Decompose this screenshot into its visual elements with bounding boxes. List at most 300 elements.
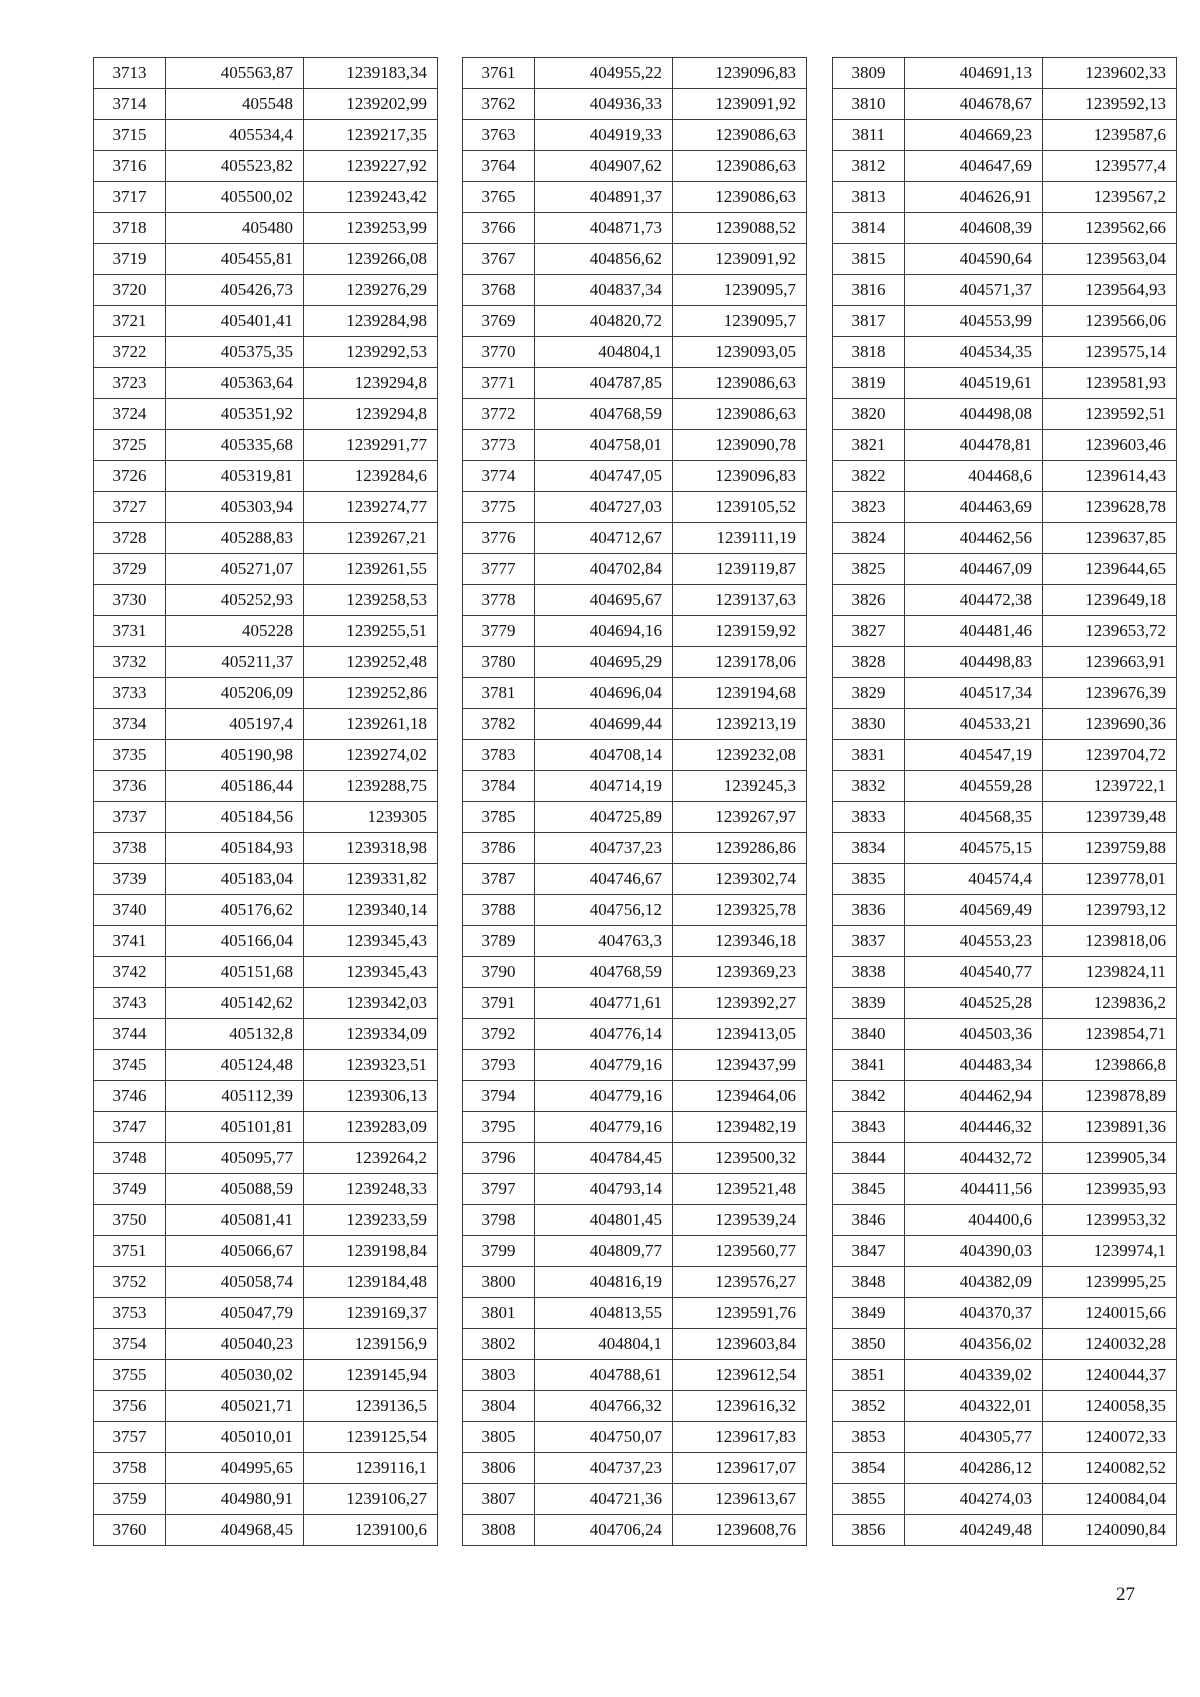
table-row xyxy=(463,492,807,523)
table-row xyxy=(833,1422,1177,1453)
table-row xyxy=(833,957,1177,988)
y-coordinate-cell: 1239878,89 xyxy=(1043,1081,1177,1112)
table-row xyxy=(833,864,1177,895)
point-number-cell: 3809 xyxy=(833,58,905,89)
point-number-cell: 3834 xyxy=(833,833,905,864)
point-number-cell: 3817 xyxy=(833,306,905,337)
x-coordinate-cell: 405183,04 xyxy=(166,864,304,895)
table-row xyxy=(94,1515,438,1546)
point-number-cell: 3744 xyxy=(94,1019,166,1050)
x-coordinate-cell: 405252,93 xyxy=(166,585,304,616)
x-coordinate-cell: 404400,6 xyxy=(905,1205,1043,1236)
point-number-cell: 3776 xyxy=(463,523,535,554)
point-number-cell: 3845 xyxy=(833,1174,905,1205)
point-number-cell: 3810 xyxy=(833,89,905,120)
y-coordinate-cell: 1239137,63 xyxy=(673,585,807,616)
table-row xyxy=(833,833,1177,864)
point-number-cell: 3738 xyxy=(94,833,166,864)
point-number-cell: 3743 xyxy=(94,988,166,1019)
point-number-cell: 3778 xyxy=(463,585,535,616)
y-coordinate-cell: 1239291,77 xyxy=(304,430,438,461)
table-row xyxy=(94,1143,438,1174)
y-coordinate-cell: 1239194,68 xyxy=(673,678,807,709)
point-number-cell: 3833 xyxy=(833,802,905,833)
x-coordinate-cell: 405351,92 xyxy=(166,399,304,430)
y-coordinate-cell: 1239617,83 xyxy=(673,1422,807,1453)
y-coordinate-cell: 1239663,91 xyxy=(1043,647,1177,678)
y-coordinate-cell: 1239306,13 xyxy=(304,1081,438,1112)
y-coordinate-cell: 1239261,18 xyxy=(304,709,438,740)
table-row xyxy=(463,771,807,802)
y-coordinate-cell: 1239592,51 xyxy=(1043,399,1177,430)
point-number-cell: 3736 xyxy=(94,771,166,802)
point-number-cell: 3844 xyxy=(833,1143,905,1174)
y-coordinate-cell: 1239587,6 xyxy=(1043,120,1177,151)
table-row xyxy=(833,895,1177,926)
x-coordinate-cell: 404481,46 xyxy=(905,616,1043,647)
x-coordinate-cell: 405101,81 xyxy=(166,1112,304,1143)
y-coordinate-cell: 1239617,07 xyxy=(673,1453,807,1484)
y-coordinate-cell: 1239283,09 xyxy=(304,1112,438,1143)
table-row xyxy=(94,306,438,337)
x-coordinate-cell: 404691,13 xyxy=(905,58,1043,89)
point-number-cell: 3792 xyxy=(463,1019,535,1050)
point-number-cell: 3790 xyxy=(463,957,535,988)
x-coordinate-cell: 405211,37 xyxy=(166,647,304,678)
x-coordinate-cell: 404503,36 xyxy=(905,1019,1043,1050)
table-row xyxy=(94,337,438,368)
point-number-cell: 3779 xyxy=(463,616,535,647)
point-number-cell: 3771 xyxy=(463,368,535,399)
point-number-cell: 3819 xyxy=(833,368,905,399)
point-number-cell: 3766 xyxy=(463,213,535,244)
y-coordinate-cell: 1239086,63 xyxy=(673,120,807,151)
x-coordinate-cell: 404788,61 xyxy=(535,1360,673,1391)
table-row xyxy=(833,244,1177,275)
table-row xyxy=(463,1515,807,1546)
table-row xyxy=(94,151,438,182)
point-number-cell: 3763 xyxy=(463,120,535,151)
table-row xyxy=(94,1081,438,1112)
y-coordinate-cell: 1239136,5 xyxy=(304,1391,438,1422)
x-coordinate-cell: 404286,12 xyxy=(905,1453,1043,1484)
coordinate-table-1 xyxy=(93,57,438,1546)
y-coordinate-cell: 1239704,72 xyxy=(1043,740,1177,771)
table-row xyxy=(463,523,807,554)
x-coordinate-cell: 404694,16 xyxy=(535,616,673,647)
x-coordinate-cell: 404706,24 xyxy=(535,1515,673,1546)
table-row xyxy=(94,1329,438,1360)
table-row xyxy=(463,89,807,120)
x-coordinate-cell: 404784,45 xyxy=(535,1143,673,1174)
table-row xyxy=(463,275,807,306)
y-coordinate-cell: 1239759,88 xyxy=(1043,833,1177,864)
table-row xyxy=(463,368,807,399)
table-row xyxy=(463,1236,807,1267)
table-row xyxy=(463,182,807,213)
point-number-cell: 3773 xyxy=(463,430,535,461)
x-coordinate-cell: 405066,67 xyxy=(166,1236,304,1267)
table-row xyxy=(94,771,438,802)
y-coordinate-cell: 1239145,94 xyxy=(304,1360,438,1391)
table-row xyxy=(833,616,1177,647)
y-coordinate-cell: 1239560,77 xyxy=(673,1236,807,1267)
point-number-cell: 3728 xyxy=(94,523,166,554)
x-coordinate-cell: 404339,02 xyxy=(905,1360,1043,1391)
point-number-cell: 3723 xyxy=(94,368,166,399)
y-coordinate-cell: 1239086,63 xyxy=(673,399,807,430)
point-number-cell: 3730 xyxy=(94,585,166,616)
y-coordinate-cell: 1239482,19 xyxy=(673,1112,807,1143)
x-coordinate-cell: 404837,34 xyxy=(535,275,673,306)
point-number-cell: 3825 xyxy=(833,554,905,585)
x-coordinate-cell: 404856,62 xyxy=(535,244,673,275)
y-coordinate-cell: 1239676,39 xyxy=(1043,678,1177,709)
x-coordinate-cell: 405206,09 xyxy=(166,678,304,709)
point-number-cell: 3794 xyxy=(463,1081,535,1112)
point-number-cell: 3737 xyxy=(94,802,166,833)
y-coordinate-cell: 1239591,76 xyxy=(673,1298,807,1329)
y-coordinate-cell: 1239125,54 xyxy=(304,1422,438,1453)
coordinate-table-2 xyxy=(462,57,807,1546)
table-row xyxy=(463,616,807,647)
x-coordinate-cell: 405166,04 xyxy=(166,926,304,957)
point-number-cell: 3848 xyxy=(833,1267,905,1298)
table-row xyxy=(463,1081,807,1112)
y-coordinate-cell: 1239243,42 xyxy=(304,182,438,213)
y-coordinate-cell: 1239592,13 xyxy=(1043,89,1177,120)
table-row xyxy=(94,926,438,957)
point-number-cell: 3787 xyxy=(463,864,535,895)
point-number-cell: 3718 xyxy=(94,213,166,244)
point-number-cell: 3780 xyxy=(463,647,535,678)
point-number-cell: 3782 xyxy=(463,709,535,740)
y-coordinate-cell: 1239294,8 xyxy=(304,368,438,399)
table-row xyxy=(94,1360,438,1391)
y-coordinate-cell: 1239286,86 xyxy=(673,833,807,864)
table-row xyxy=(94,678,438,709)
point-number-cell: 3803 xyxy=(463,1360,535,1391)
x-coordinate-cell: 404699,44 xyxy=(535,709,673,740)
x-coordinate-cell: 404809,77 xyxy=(535,1236,673,1267)
point-number-cell: 3747 xyxy=(94,1112,166,1143)
x-coordinate-cell: 405030,02 xyxy=(166,1360,304,1391)
x-coordinate-cell: 404462,94 xyxy=(905,1081,1043,1112)
y-coordinate-cell: 1239106,27 xyxy=(304,1484,438,1515)
point-number-cell: 3836 xyxy=(833,895,905,926)
table-row xyxy=(463,399,807,430)
point-number-cell: 3786 xyxy=(463,833,535,864)
y-coordinate-cell: 1239500,32 xyxy=(673,1143,807,1174)
page-number: 27 xyxy=(1116,1584,1135,1605)
y-coordinate-cell: 1239261,55 xyxy=(304,554,438,585)
y-coordinate-cell: 1239169,37 xyxy=(304,1298,438,1329)
table-row xyxy=(463,1205,807,1236)
point-number-cell: 3729 xyxy=(94,554,166,585)
y-coordinate-cell: 1240032,28 xyxy=(1043,1329,1177,1360)
point-number-cell: 3733 xyxy=(94,678,166,709)
y-coordinate-cell: 1239088,52 xyxy=(673,213,807,244)
point-number-cell: 3842 xyxy=(833,1081,905,1112)
x-coordinate-cell: 404571,37 xyxy=(905,275,1043,306)
table-row xyxy=(463,337,807,368)
y-coordinate-cell: 1239722,1 xyxy=(1043,771,1177,802)
table-row xyxy=(94,523,438,554)
y-coordinate-cell: 1239267,97 xyxy=(673,802,807,833)
x-coordinate-cell: 405142,62 xyxy=(166,988,304,1019)
x-coordinate-cell: 404793,14 xyxy=(535,1174,673,1205)
x-coordinate-cell: 404472,38 xyxy=(905,585,1043,616)
y-coordinate-cell: 1239334,09 xyxy=(304,1019,438,1050)
x-coordinate-cell: 404574,4 xyxy=(905,864,1043,895)
y-coordinate-cell: 1239603,84 xyxy=(673,1329,807,1360)
table-row xyxy=(833,740,1177,771)
x-coordinate-cell: 404968,45 xyxy=(166,1515,304,1546)
x-coordinate-cell: 404820,72 xyxy=(535,306,673,337)
point-number-cell: 3751 xyxy=(94,1236,166,1267)
x-coordinate-cell: 404322,01 xyxy=(905,1391,1043,1422)
y-coordinate-cell: 1239159,92 xyxy=(673,616,807,647)
table-row xyxy=(463,461,807,492)
table-row xyxy=(463,802,807,833)
y-coordinate-cell: 1239576,27 xyxy=(673,1267,807,1298)
point-number-cell: 3801 xyxy=(463,1298,535,1329)
x-coordinate-cell: 404249,48 xyxy=(905,1515,1043,1546)
coordinate-table-body xyxy=(94,58,438,1546)
point-number-cell: 3788 xyxy=(463,895,535,926)
table-row xyxy=(833,1484,1177,1515)
table-row xyxy=(463,1143,807,1174)
y-coordinate-cell: 1239346,18 xyxy=(673,926,807,957)
table-row xyxy=(463,1112,807,1143)
table-row xyxy=(833,1236,1177,1267)
point-number-cell: 3772 xyxy=(463,399,535,430)
point-number-cell: 3757 xyxy=(94,1422,166,1453)
point-number-cell: 3756 xyxy=(94,1391,166,1422)
table-row xyxy=(463,1329,807,1360)
x-coordinate-cell: 404678,67 xyxy=(905,89,1043,120)
x-coordinate-cell: 405047,79 xyxy=(166,1298,304,1329)
point-number-cell: 3720 xyxy=(94,275,166,306)
y-coordinate-cell: 1239369,23 xyxy=(673,957,807,988)
y-coordinate-cell: 1239252,48 xyxy=(304,647,438,678)
point-number-cell: 3770 xyxy=(463,337,535,368)
point-number-cell: 3784 xyxy=(463,771,535,802)
x-coordinate-cell: 405563,87 xyxy=(166,58,304,89)
point-number-cell: 3850 xyxy=(833,1329,905,1360)
y-coordinate-cell: 1239566,06 xyxy=(1043,306,1177,337)
point-number-cell: 3741 xyxy=(94,926,166,957)
table-row xyxy=(94,182,438,213)
y-coordinate-cell: 1239836,2 xyxy=(1043,988,1177,1019)
table-row xyxy=(94,461,438,492)
point-number-cell: 3768 xyxy=(463,275,535,306)
y-coordinate-cell: 1239233,59 xyxy=(304,1205,438,1236)
point-number-cell: 3805 xyxy=(463,1422,535,1453)
x-coordinate-cell: 404787,85 xyxy=(535,368,673,399)
point-number-cell: 3746 xyxy=(94,1081,166,1112)
point-number-cell: 3816 xyxy=(833,275,905,306)
table-row xyxy=(94,895,438,926)
y-coordinate-cell: 1239119,87 xyxy=(673,554,807,585)
point-number-cell: 3789 xyxy=(463,926,535,957)
y-coordinate-cell: 1239995,25 xyxy=(1043,1267,1177,1298)
y-coordinate-cell: 1240058,35 xyxy=(1043,1391,1177,1422)
x-coordinate-cell: 405303,94 xyxy=(166,492,304,523)
table-row xyxy=(833,1360,1177,1391)
point-number-cell: 3823 xyxy=(833,492,905,523)
x-coordinate-cell: 404569,49 xyxy=(905,895,1043,926)
point-number-cell: 3826 xyxy=(833,585,905,616)
x-coordinate-cell: 404804,1 xyxy=(535,1329,673,1360)
y-coordinate-cell: 1239521,48 xyxy=(673,1174,807,1205)
y-coordinate-cell: 1239274,02 xyxy=(304,740,438,771)
table-row xyxy=(833,1174,1177,1205)
table-row xyxy=(94,1391,438,1422)
x-coordinate-cell: 404725,89 xyxy=(535,802,673,833)
y-coordinate-cell: 1239086,63 xyxy=(673,151,807,182)
point-number-cell: 3739 xyxy=(94,864,166,895)
table-row xyxy=(463,1391,807,1422)
table-row xyxy=(463,1453,807,1484)
table-row xyxy=(463,151,807,182)
point-number-cell: 3796 xyxy=(463,1143,535,1174)
y-coordinate-cell: 1239292,53 xyxy=(304,337,438,368)
y-coordinate-cell: 1239255,51 xyxy=(304,616,438,647)
point-number-cell: 3838 xyxy=(833,957,905,988)
x-coordinate-cell: 404478,81 xyxy=(905,430,1043,461)
point-number-cell: 3849 xyxy=(833,1298,905,1329)
point-number-cell: 3764 xyxy=(463,151,535,182)
y-coordinate-cell: 1239345,43 xyxy=(304,957,438,988)
y-coordinate-cell: 1240082,52 xyxy=(1043,1453,1177,1484)
x-coordinate-cell: 405534,4 xyxy=(166,120,304,151)
y-coordinate-cell: 1239974,1 xyxy=(1043,1236,1177,1267)
y-coordinate-cell: 1239091,92 xyxy=(673,89,807,120)
x-coordinate-cell: 404816,19 xyxy=(535,1267,673,1298)
x-coordinate-cell: 404804,1 xyxy=(535,337,673,368)
table-row xyxy=(94,89,438,120)
x-coordinate-cell: 404758,01 xyxy=(535,430,673,461)
x-coordinate-cell: 404519,61 xyxy=(905,368,1043,399)
y-coordinate-cell: 1239854,71 xyxy=(1043,1019,1177,1050)
y-coordinate-cell: 1239202,99 xyxy=(304,89,438,120)
table-row xyxy=(833,306,1177,337)
x-coordinate-cell: 405112,39 xyxy=(166,1081,304,1112)
x-coordinate-cell: 404695,67 xyxy=(535,585,673,616)
table-row xyxy=(94,1236,438,1267)
x-coordinate-cell: 404766,32 xyxy=(535,1391,673,1422)
y-coordinate-cell: 1239345,43 xyxy=(304,926,438,957)
point-number-cell: 3722 xyxy=(94,337,166,368)
point-number-cell: 3791 xyxy=(463,988,535,1019)
table-row xyxy=(94,554,438,585)
table-row xyxy=(833,430,1177,461)
table-row xyxy=(463,1484,807,1515)
y-coordinate-cell: 1239264,2 xyxy=(304,1143,438,1174)
point-number-cell: 3807 xyxy=(463,1484,535,1515)
x-coordinate-cell: 404553,99 xyxy=(905,306,1043,337)
x-coordinate-cell: 404727,03 xyxy=(535,492,673,523)
y-coordinate-cell: 1239644,65 xyxy=(1043,554,1177,585)
table-row xyxy=(94,1050,438,1081)
y-coordinate-cell: 1239637,85 xyxy=(1043,523,1177,554)
table-row xyxy=(463,678,807,709)
y-coordinate-cell: 1239274,77 xyxy=(304,492,438,523)
y-coordinate-cell: 1239227,92 xyxy=(304,151,438,182)
table-row xyxy=(94,585,438,616)
y-coordinate-cell: 1239095,7 xyxy=(673,275,807,306)
x-coordinate-cell: 404779,16 xyxy=(535,1050,673,1081)
x-coordinate-cell: 405058,74 xyxy=(166,1267,304,1298)
point-number-cell: 3719 xyxy=(94,244,166,275)
point-number-cell: 3750 xyxy=(94,1205,166,1236)
point-number-cell: 3798 xyxy=(463,1205,535,1236)
y-coordinate-cell: 1239183,34 xyxy=(304,58,438,89)
x-coordinate-cell: 405190,98 xyxy=(166,740,304,771)
table-row xyxy=(463,1360,807,1391)
y-coordinate-cell: 1239248,33 xyxy=(304,1174,438,1205)
table-row xyxy=(94,1019,438,1050)
table-row xyxy=(94,1267,438,1298)
point-number-cell: 3835 xyxy=(833,864,905,895)
point-number-cell: 3829 xyxy=(833,678,905,709)
table-row xyxy=(94,1453,438,1484)
table-row xyxy=(833,523,1177,554)
x-coordinate-cell: 404714,19 xyxy=(535,771,673,802)
x-coordinate-cell: 404608,39 xyxy=(905,213,1043,244)
x-coordinate-cell: 405288,83 xyxy=(166,523,304,554)
table-row xyxy=(94,430,438,461)
y-coordinate-cell: 1239866,8 xyxy=(1043,1050,1177,1081)
y-coordinate-cell: 1239649,18 xyxy=(1043,585,1177,616)
y-coordinate-cell: 1239778,01 xyxy=(1043,864,1177,895)
table-row xyxy=(94,1205,438,1236)
x-coordinate-cell: 404756,12 xyxy=(535,895,673,926)
table-row xyxy=(463,864,807,895)
point-number-cell: 3793 xyxy=(463,1050,535,1081)
x-coordinate-cell: 404547,19 xyxy=(905,740,1043,771)
x-coordinate-cell: 404980,91 xyxy=(166,1484,304,1515)
y-coordinate-cell: 1239305 xyxy=(304,802,438,833)
x-coordinate-cell: 405548 xyxy=(166,89,304,120)
table-row xyxy=(463,1174,807,1205)
x-coordinate-cell: 404871,73 xyxy=(535,213,673,244)
point-number-cell: 3755 xyxy=(94,1360,166,1391)
table-row xyxy=(94,957,438,988)
y-coordinate-cell: 1239935,93 xyxy=(1043,1174,1177,1205)
x-coordinate-cell: 404995,65 xyxy=(166,1453,304,1484)
y-coordinate-cell: 1239824,11 xyxy=(1043,957,1177,988)
x-coordinate-cell: 405132,8 xyxy=(166,1019,304,1050)
y-coordinate-cell: 1239111,19 xyxy=(673,523,807,554)
x-coordinate-cell: 405401,41 xyxy=(166,306,304,337)
point-number-cell: 3795 xyxy=(463,1112,535,1143)
x-coordinate-cell: 404891,37 xyxy=(535,182,673,213)
table-row xyxy=(833,492,1177,523)
point-number-cell: 3774 xyxy=(463,461,535,492)
point-number-cell: 3760 xyxy=(94,1515,166,1546)
point-number-cell: 3783 xyxy=(463,740,535,771)
y-coordinate-cell: 1239905,34 xyxy=(1043,1143,1177,1174)
table-row xyxy=(833,709,1177,740)
point-number-cell: 3821 xyxy=(833,430,905,461)
y-coordinate-cell: 1239095,7 xyxy=(673,306,807,337)
table-row xyxy=(94,492,438,523)
x-coordinate-cell: 404779,16 xyxy=(535,1112,673,1143)
point-number-cell: 3847 xyxy=(833,1236,905,1267)
x-coordinate-cell: 404559,28 xyxy=(905,771,1043,802)
